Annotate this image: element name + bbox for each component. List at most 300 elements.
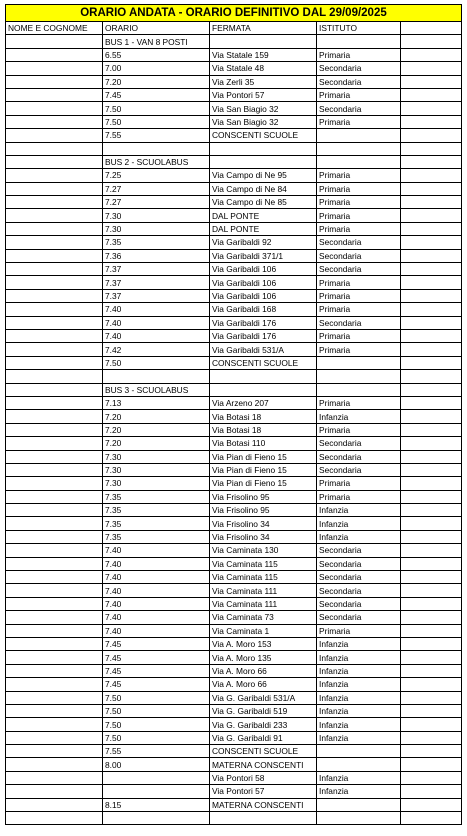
cell-extra: [401, 155, 462, 168]
table-row: [6, 463, 462, 476]
cell-nome: [6, 182, 103, 195]
cell-nome: [6, 329, 103, 342]
cell-fermata: Via G. Garibaldi 233: [210, 718, 317, 731]
cell-orario: 7.50: [103, 356, 210, 369]
cell-extra: [401, 437, 462, 450]
cell-nome: [6, 490, 103, 503]
cell-orario: 7.00: [103, 62, 210, 75]
table-row: [6, 370, 462, 383]
cell-istituto: Secondaria: [317, 557, 401, 570]
cell-extra: [401, 423, 462, 436]
cell-orario: 7.40: [103, 624, 210, 637]
cell-extra: [401, 597, 462, 610]
cell-orario: 7.35: [103, 530, 210, 543]
cell-istituto: Primaria: [317, 276, 401, 289]
cell-orario: 7.30: [103, 463, 210, 476]
cell-fermata: Via Botasi 18: [210, 423, 317, 436]
cell-fermata: Via Campo di Ne 85: [210, 196, 317, 209]
cell-orario: 7.45: [103, 651, 210, 664]
cell-istituto: [317, 758, 401, 771]
cell-istituto: Secondaria: [317, 571, 401, 584]
cell-fermata: Via Garibaldi 106: [210, 263, 317, 276]
table-row: [6, 88, 462, 101]
cell-nome: [6, 812, 103, 825]
cell-istituto: Primaria: [317, 88, 401, 101]
cell-istituto: Infanzia: [317, 410, 401, 423]
cell-extra: [401, 383, 462, 396]
cell-istituto: Primaria: [317, 222, 401, 235]
cell-fermata: Via Caminata 73: [210, 611, 317, 624]
cell-istituto: Primaria: [317, 196, 401, 209]
cell-extra: [401, 557, 462, 570]
cell-extra: [401, 785, 462, 798]
cell-orario: 8.15: [103, 798, 210, 811]
cell-nome: [6, 691, 103, 704]
cell-nome: [6, 356, 103, 369]
cell-extra: [401, 343, 462, 356]
cell-fermata: Via Campo di Ne 84: [210, 182, 317, 195]
cell-nome: [6, 222, 103, 235]
cell-istituto: Primaria: [317, 490, 401, 503]
cell-extra: [401, 370, 462, 383]
cell-extra: [401, 731, 462, 744]
table-row: [6, 584, 462, 597]
table-row: [6, 544, 462, 557]
cell-extra: [401, 691, 462, 704]
cell-extra: [401, 88, 462, 101]
cell-extra: [401, 75, 462, 88]
cell-nome: [6, 718, 103, 731]
cell-extra: [401, 664, 462, 677]
cell-istituto: Secondaria: [317, 611, 401, 624]
table-row: [6, 129, 462, 142]
cell-extra: [401, 530, 462, 543]
cell-istituto: Primaria: [317, 624, 401, 637]
table-row: [6, 664, 462, 677]
cell-fermata: Via Caminata 115: [210, 571, 317, 584]
cell-extra: [401, 356, 462, 369]
cell-fermata: [210, 812, 317, 825]
table-row: [6, 423, 462, 436]
cell-extra: [401, 517, 462, 530]
cell-nome: [6, 169, 103, 182]
cell-extra: [401, 222, 462, 235]
cell-istituto: Primaria: [317, 303, 401, 316]
title-row: [6, 5, 462, 22]
cell-orario: 7.27: [103, 182, 210, 195]
sheet-title: ORARIO ANDATA - ORARIO DEFINITIVO DAL 29/09/2025: [6, 5, 462, 22]
cell-nome: [6, 704, 103, 717]
cell-orario: 7.40: [103, 544, 210, 557]
cell-orario: 7.20: [103, 423, 210, 436]
cell-extra: [401, 276, 462, 289]
cell-extra: [401, 410, 462, 423]
table-row: [6, 437, 462, 450]
cell-orario: BUS 2 - SCUOLABUS: [103, 155, 210, 168]
cell-extra: [401, 611, 462, 624]
cell-fermata: Via Frisolino 34: [210, 530, 317, 543]
cell-extra: [401, 624, 462, 637]
table-row: [6, 651, 462, 664]
cell-nome: [6, 249, 103, 262]
cell-extra: [401, 48, 462, 61]
cell-orario: 7.50: [103, 691, 210, 704]
cell-orario: 6.55: [103, 48, 210, 61]
table-row: [6, 517, 462, 530]
cell-fermata: Via Garibaldi 106: [210, 276, 317, 289]
cell-nome: [6, 584, 103, 597]
cell-orario: 7.50: [103, 115, 210, 128]
table-row: [6, 62, 462, 75]
table-row: [6, 303, 462, 316]
cell-orario: 7.30: [103, 450, 210, 463]
cell-istituto: [317, 35, 401, 48]
cell-nome: [6, 196, 103, 209]
cell-orario: 7.35: [103, 490, 210, 503]
cell-extra: [401, 62, 462, 75]
cell-fermata: CONSCENTI SCUOLE: [210, 129, 317, 142]
cell-fermata: Via Botasi 110: [210, 437, 317, 450]
cell-nome: [6, 504, 103, 517]
cell-istituto: [317, 745, 401, 758]
cell-extra: [401, 637, 462, 650]
cell-istituto: Primaria: [317, 423, 401, 436]
cell-istituto: Secondaria: [317, 584, 401, 597]
cell-fermata: [210, 142, 317, 155]
cell-orario: 7.40: [103, 597, 210, 610]
cell-orario: 7.30: [103, 222, 210, 235]
table-row: [6, 329, 462, 342]
cell-fermata: CONSCENTI SCUOLE: [210, 356, 317, 369]
cell-orario: 7.55: [103, 745, 210, 758]
cell-extra: [401, 182, 462, 195]
table-row: [6, 209, 462, 222]
cell-orario: 7.40: [103, 316, 210, 329]
table-row: [6, 771, 462, 784]
cell-orario: 7.40: [103, 329, 210, 342]
cell-fermata: Via Arzeno 207: [210, 396, 317, 409]
table-row: [6, 557, 462, 570]
cell-extra: [401, 718, 462, 731]
table-row: [6, 477, 462, 490]
cell-nome: [6, 651, 103, 664]
cell-extra: [401, 544, 462, 557]
cell-nome: [6, 263, 103, 276]
cell-extra: [401, 798, 462, 811]
cell-orario: 7.55: [103, 129, 210, 142]
cell-extra: [401, 396, 462, 409]
cell-istituto: Primaria: [317, 48, 401, 61]
cell-orario: 7.35: [103, 504, 210, 517]
table-row: [6, 356, 462, 369]
cell-istituto: Infanzia: [317, 678, 401, 691]
cell-extra: [401, 771, 462, 784]
table-row: [6, 289, 462, 302]
cell-nome: [6, 48, 103, 61]
cell-fermata: Via G. Garibaldi 519: [210, 704, 317, 717]
header-istituto: ISTITUTO: [317, 22, 401, 35]
table-row: [6, 812, 462, 825]
cell-istituto: Infanzia: [317, 691, 401, 704]
table-row: [6, 691, 462, 704]
cell-nome: [6, 396, 103, 409]
table-row: [6, 704, 462, 717]
cell-fermata: [210, 370, 317, 383]
cell-extra: [401, 504, 462, 517]
cell-nome: [6, 437, 103, 450]
cell-nome: [6, 611, 103, 624]
cell-orario: [103, 370, 210, 383]
cell-istituto: Secondaria: [317, 437, 401, 450]
cell-nome: [6, 544, 103, 557]
cell-orario: 7.30: [103, 477, 210, 490]
schedule-table: [5, 4, 462, 825]
cell-orario: 7.30: [103, 209, 210, 222]
cell-nome: [6, 343, 103, 356]
cell-fermata: Via Frisolino 34: [210, 517, 317, 530]
cell-fermata: Via A. Moro 153: [210, 637, 317, 650]
cell-istituto: Infanzia: [317, 651, 401, 664]
cell-istituto: Secondaria: [317, 597, 401, 610]
cell-extra: [401, 129, 462, 142]
table-row: [6, 597, 462, 610]
cell-istituto: [317, 383, 401, 396]
cell-istituto: [317, 129, 401, 142]
table-row: [6, 731, 462, 744]
cell-extra: [401, 584, 462, 597]
cell-istituto: Secondaria: [317, 62, 401, 75]
cell-fermata: Via Garibaldi 176: [210, 329, 317, 342]
cell-extra: [401, 115, 462, 128]
cell-orario: 7.50: [103, 704, 210, 717]
cell-istituto: Primaria: [317, 396, 401, 409]
cell-orario: 7.40: [103, 584, 210, 597]
cell-extra: [401, 196, 462, 209]
cell-orario: 7.37: [103, 289, 210, 302]
cell-orario: BUS 1 - VAN 8 POSTI: [103, 35, 210, 48]
cell-fermata: Via Garibaldi 92: [210, 236, 317, 249]
cell-istituto: Secondaria: [317, 75, 401, 88]
cell-fermata: DAL PONTE: [210, 222, 317, 235]
cell-orario: [103, 771, 210, 784]
cell-extra: [401, 704, 462, 717]
cell-istituto: Secondaria: [317, 263, 401, 276]
cell-nome: [6, 477, 103, 490]
cell-extra: [401, 463, 462, 476]
cell-orario: 7.42: [103, 343, 210, 356]
cell-orario: 8.00: [103, 758, 210, 771]
table-row: [6, 169, 462, 182]
cell-fermata: Via Caminata 115: [210, 557, 317, 570]
cell-nome: [6, 745, 103, 758]
table-row: [6, 490, 462, 503]
cell-fermata: MATERNA CONSCENTI: [210, 758, 317, 771]
cell-istituto: [317, 142, 401, 155]
cell-fermata: Via A. Moro 135: [210, 651, 317, 664]
cell-istituto: Infanzia: [317, 704, 401, 717]
cell-fermata: Via G. Garibaldi 531/A: [210, 691, 317, 704]
cell-fermata: Via Zerli 35: [210, 75, 317, 88]
cell-extra: [401, 169, 462, 182]
cell-nome: [6, 423, 103, 436]
table-row: [6, 678, 462, 691]
cell-fermata: Via A. Moro 66: [210, 678, 317, 691]
table-row: [6, 343, 462, 356]
cell-fermata: Via San Biagio 32: [210, 102, 317, 115]
cell-istituto: Secondaria: [317, 316, 401, 329]
header-nome-cognome: NOME E COGNOME: [6, 22, 103, 35]
cell-nome: [6, 664, 103, 677]
cell-extra: [401, 102, 462, 115]
cell-fermata: [210, 155, 317, 168]
cell-nome: [6, 463, 103, 476]
cell-nome: [6, 209, 103, 222]
cell-fermata: Via Pian di Fieno 15: [210, 477, 317, 490]
schedule-sheet: [5, 4, 462, 825]
cell-istituto: Infanzia: [317, 637, 401, 650]
table-row: [6, 249, 462, 262]
cell-orario: 7.35: [103, 517, 210, 530]
cell-istituto: Primaria: [317, 209, 401, 222]
cell-istituto: Secondaria: [317, 102, 401, 115]
cell-orario: 7.50: [103, 718, 210, 731]
cell-orario: [103, 142, 210, 155]
cell-istituto: Infanzia: [317, 785, 401, 798]
cell-orario: 7.45: [103, 88, 210, 101]
cell-istituto: Primaria: [317, 115, 401, 128]
cell-nome: [6, 75, 103, 88]
cell-istituto: Primaria: [317, 182, 401, 195]
cell-nome: [6, 129, 103, 142]
cell-extra: [401, 303, 462, 316]
cell-extra: [401, 142, 462, 155]
cell-fermata: Via Pian di Fieno 15: [210, 450, 317, 463]
cell-fermata: MATERNA CONSCENTI: [210, 798, 317, 811]
header-row: [6, 22, 462, 35]
cell-fermata: Via Botasi 18: [210, 410, 317, 423]
table-row: [6, 236, 462, 249]
cell-orario: [103, 812, 210, 825]
cell-istituto: Infanzia: [317, 718, 401, 731]
cell-orario: 7.35: [103, 236, 210, 249]
cell-orario: 7.45: [103, 678, 210, 691]
cell-orario: 7.20: [103, 437, 210, 450]
table-row: [6, 75, 462, 88]
table-row: [6, 115, 462, 128]
cell-nome: [6, 155, 103, 168]
cell-fermata: Via Statale 159: [210, 48, 317, 61]
cell-fermata: Via Frisolino 95: [210, 504, 317, 517]
cell-orario: BUS 3 - SCUOLABUS: [103, 383, 210, 396]
cell-nome: [6, 557, 103, 570]
cell-istituto: [317, 798, 401, 811]
cell-fermata: Via Caminata 111: [210, 584, 317, 597]
table-row: [6, 530, 462, 543]
cell-istituto: Infanzia: [317, 664, 401, 677]
cell-istituto: Primaria: [317, 343, 401, 356]
cell-fermata: Via Pontori 57: [210, 785, 317, 798]
cell-nome: [6, 517, 103, 530]
cell-fermata: Via Campo di Ne 95: [210, 169, 317, 182]
cell-nome: [6, 410, 103, 423]
cell-orario: 7.40: [103, 611, 210, 624]
cell-fermata: Via San Biagio 32: [210, 115, 317, 128]
table-row: [6, 276, 462, 289]
cell-nome: [6, 289, 103, 302]
table-row: [6, 798, 462, 811]
table-row: [6, 785, 462, 798]
table-row: [6, 383, 462, 396]
cell-orario: 7.40: [103, 557, 210, 570]
table-row: [6, 410, 462, 423]
cell-fermata: Via Pontori 57: [210, 88, 317, 101]
cell-orario: 7.40: [103, 571, 210, 584]
table-row: [6, 182, 462, 195]
cell-fermata: Via Caminata 130: [210, 544, 317, 557]
cell-fermata: [210, 35, 317, 48]
cell-fermata: Via Pian di Fieno 15: [210, 463, 317, 476]
cell-istituto: Primaria: [317, 289, 401, 302]
cell-fermata: Via Garibaldi 531/A: [210, 343, 317, 356]
table-row: [6, 571, 462, 584]
cell-nome: [6, 771, 103, 784]
cell-istituto: Infanzia: [317, 731, 401, 744]
cell-istituto: Primaria: [317, 477, 401, 490]
cell-fermata: Via A. Moro 66: [210, 664, 317, 677]
cell-orario: 7.40: [103, 303, 210, 316]
cell-orario: 7.13: [103, 396, 210, 409]
cell-extra: [401, 477, 462, 490]
cell-extra: [401, 571, 462, 584]
table-row: [6, 48, 462, 61]
table-row: [6, 196, 462, 209]
cell-extra: [401, 758, 462, 771]
cell-fermata: Via Garibaldi 176: [210, 316, 317, 329]
table-row: [6, 316, 462, 329]
cell-istituto: Secondaria: [317, 463, 401, 476]
header-extra: [401, 22, 462, 35]
cell-istituto: [317, 155, 401, 168]
cell-istituto: Primaria: [317, 169, 401, 182]
cell-istituto: Secondaria: [317, 544, 401, 557]
cell-orario: 7.36: [103, 249, 210, 262]
cell-nome: [6, 316, 103, 329]
table-row: [6, 396, 462, 409]
cell-fermata: Via Pontori 58: [210, 771, 317, 784]
cell-nome: [6, 798, 103, 811]
table-row: [6, 611, 462, 624]
cell-nome: [6, 383, 103, 396]
table-row: [6, 758, 462, 771]
cell-orario: 7.50: [103, 102, 210, 115]
cell-nome: [6, 276, 103, 289]
cell-fermata: CONSCENTI SCUOLE: [210, 745, 317, 758]
cell-extra: [401, 263, 462, 276]
cell-nome: [6, 370, 103, 383]
cell-fermata: Via G. Garibaldi 91: [210, 731, 317, 744]
table-row: [6, 637, 462, 650]
cell-fermata: Via Frisolino 95: [210, 490, 317, 503]
table-row: [6, 718, 462, 731]
cell-nome: [6, 597, 103, 610]
cell-fermata: Via Garibaldi 168: [210, 303, 317, 316]
cell-fermata: Via Caminata 1: [210, 624, 317, 637]
cell-istituto: Infanzia: [317, 517, 401, 530]
cell-istituto: Infanzia: [317, 530, 401, 543]
cell-fermata: [210, 383, 317, 396]
cell-nome: [6, 62, 103, 75]
cell-extra: [401, 651, 462, 664]
